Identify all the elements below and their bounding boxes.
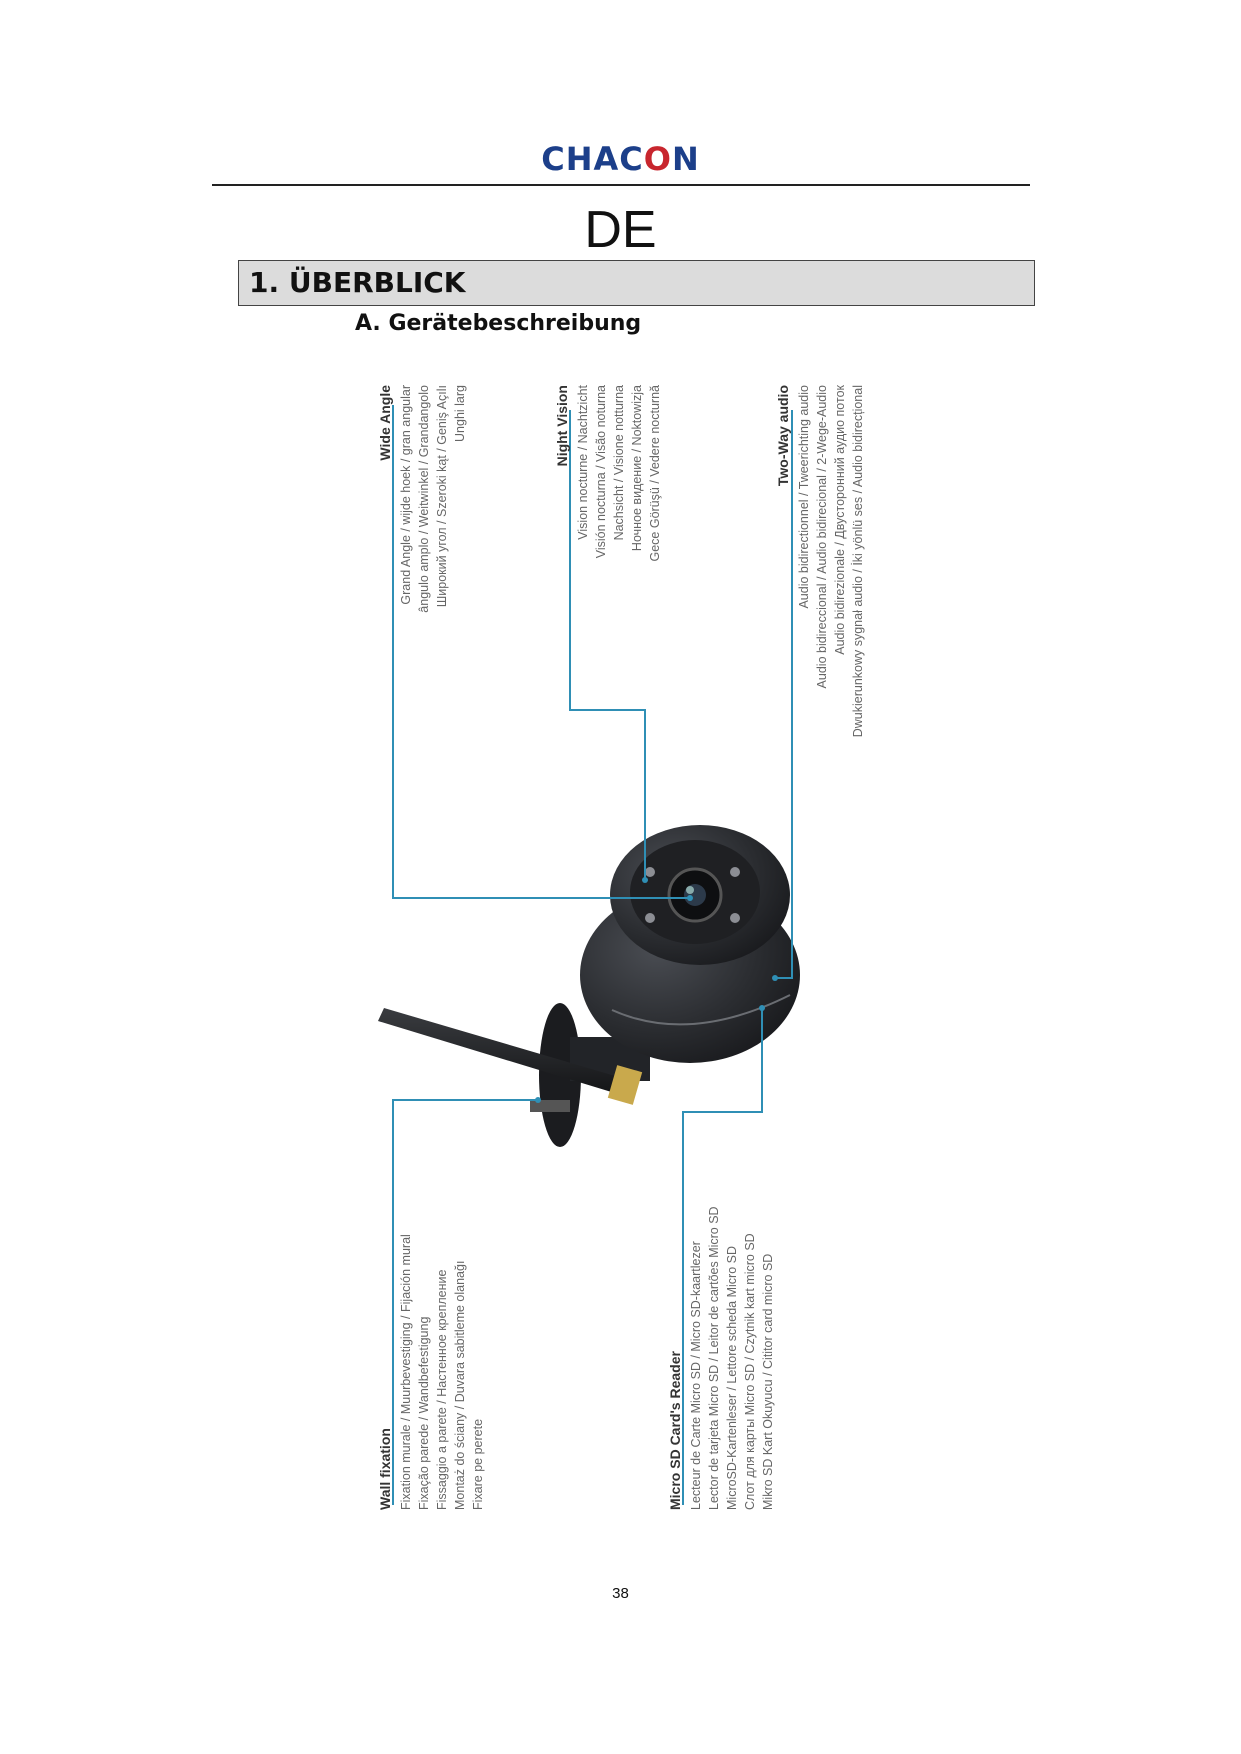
section-subtitle: A. Gerätebeschreibung: [355, 311, 642, 336]
callout-line: Fixation murale / Muurbevestiging / Fijación mural: [399, 1234, 413, 1510]
callout-line: Audio bidirectionnel / Tweerichting audio: [797, 385, 811, 609]
callout-wide-angle: [377, 385, 467, 613]
callout-two-way-audio: [775, 384, 865, 737]
callout-title: Night Vision: [554, 385, 570, 467]
camera-body: [580, 825, 800, 1063]
callout-line: Audio bidireccional / Audio bidirecional / 2-Wege-Audio: [815, 385, 829, 689]
callout-line: Слот для карты Micro SD / Czytnik kart micro SD: [743, 1233, 757, 1510]
callout-title: Wide Angle: [377, 385, 393, 461]
callout-line: Fixare pe perete: [471, 1418, 485, 1510]
callout-line: Ночное видение / Noktowizja: [630, 385, 644, 552]
section-title: 1. ÜBERBLICK: [249, 266, 466, 299]
callout-line: Lector de tarjeta Micro SD / Leitor de cartões Micro SD: [707, 1206, 721, 1510]
callout-line: Visión nocturna / Visão noturna: [594, 385, 608, 559]
callout-line: Montaż do ściany / Duvara sabitleme olanağı: [453, 1260, 467, 1510]
callout-line: Unghi larg: [453, 385, 467, 442]
brand-logo: CHACON: [541, 140, 700, 178]
callout-line: Fissaggio a parete / Настенное крепление: [435, 1269, 449, 1510]
callout-line: Широкий угол / Szeroki kąt / Geniş Açılı: [435, 385, 449, 608]
callout-line: Lecteur de Carte Micro SD / Micro SD-kaartlezer: [689, 1241, 703, 1510]
callout-line: Gece Görüşü / Vedere nocturnă: [648, 385, 662, 562]
callout-line: Vision nocturne / Nachtzicht: [576, 385, 590, 540]
callout-line: ângulo amplo / Weitwinkel / Grandangolo: [417, 385, 431, 613]
callout-title: Micro SD Card's Reader: [667, 1351, 683, 1510]
language-code: DE: [584, 201, 657, 259]
callout-line: Nachsicht / Visione notturna: [612, 385, 626, 541]
callout-line: Grand Angle / wijde hoek / gran angular: [399, 385, 413, 605]
callout-line: Audio bidirezionale / Двусторонний аудио поток: [833, 385, 847, 655]
callout-line: Fixação parede / Wandbefestigung: [417, 1316, 431, 1510]
callout-title: Two-Way audio: [775, 385, 791, 487]
page-number: 38: [612, 1585, 629, 1602]
callout-title: Wall fixation: [377, 1428, 393, 1510]
callout-line: Mikro SD Kart Okuyucu / Cititor card micro SD: [761, 1253, 775, 1510]
callout-line: MicroSD-Kartenleser / Lettore scheda Micro SD: [725, 1246, 739, 1510]
callout-line: Dwukierunkowy sygnał audio / İki yönlü ses / Audio bidirecțional: [851, 385, 865, 738]
